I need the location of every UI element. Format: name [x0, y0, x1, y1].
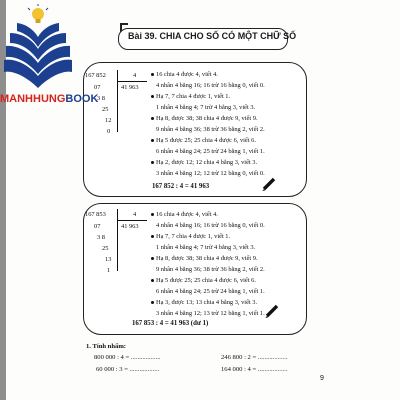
- example-1-result: 167 852 : 4 = 41 963: [152, 183, 210, 190]
- example-2-step: 16 chia 4 được 4, viết 4.: [156, 211, 218, 218]
- step-bullet: [151, 213, 154, 216]
- example-2-step: Hạ 8, được 38; 38 chia 4 được 9, viết 9.: [156, 255, 258, 262]
- example-1-quotient: 41 963: [121, 84, 139, 91]
- brand-name-part2: BOOK: [65, 93, 99, 105]
- division-horizontal-line: [117, 220, 147, 221]
- step-bullet: [151, 139, 154, 142]
- example-2-quotient: 41 963: [121, 223, 139, 230]
- example-1-step: 9 nhân 4 bằng 36; 38 trừ 36 bằng 2, viết 2.: [156, 126, 265, 133]
- brand-name-part1: MANHHUNG: [0, 93, 66, 105]
- exercise-item: 246 800 : 2 = ..................: [221, 354, 288, 361]
- example-2-partial: 25: [102, 245, 109, 252]
- step-bullet: [151, 161, 154, 164]
- example-2-dividend: 167 853: [85, 211, 106, 218]
- step-bullet: [151, 235, 154, 238]
- exercise-item: 164 000 : 4 = ..................: [221, 366, 288, 373]
- example-2-partial: 13: [105, 256, 112, 263]
- exercise-heading: 1. Tính nhẩm:: [86, 343, 127, 350]
- step-bullet: [151, 301, 154, 304]
- step-bullet: [151, 117, 154, 120]
- example-1-step: Hạ 8, được 38; 38 chia 4 được 9, viết 9.: [156, 115, 258, 122]
- example-2-step: 4 nhân 4 bằng 16; 16 trừ 16 bằng 0, viết 0.: [156, 222, 265, 229]
- pencil-icon: [259, 174, 279, 194]
- open-book-icon: [4, 23, 72, 88]
- division-horizontal-line: [117, 81, 147, 82]
- example-2-partial: 3 8: [97, 234, 105, 241]
- example-2-step: Hạ 3, được 13; 13 chia 4 bằng 3, viết 3.: [156, 299, 258, 306]
- book-logo: [0, 2, 78, 92]
- example-1-partial: 3 8: [97, 95, 105, 102]
- example-1-step: Hạ 5 được 25; 25 chia 4 được 6, viết 6.: [156, 137, 256, 144]
- example-2-step: 6 nhân 4 bằng 24; 25 trừ 24 bằng 1, viết 1.: [156, 288, 265, 295]
- exercise-item: 60 000 : 3 = ..................: [96, 366, 160, 373]
- step-bullet: [151, 73, 154, 76]
- example-2-step: 1 nhân 4 bằng 4; 7 trừ 4 bằng 3, viết 3.: [156, 244, 256, 251]
- example-1-step: 1 nhân 4 bằng 4; 7 trừ 4 bằng 3, viết 3.: [156, 104, 256, 111]
- example-1-step: 6 nhân 4 bằng 24; 25 trừ 24 bằng 1, viết 1.: [156, 148, 265, 155]
- example-2-step: 9 nhân 4 bằng 36; 38 trừ 36 bằng 2, viết 2.: [156, 266, 265, 273]
- pencil-icon: [262, 301, 282, 321]
- example-1-dividend: 167 852: [85, 72, 106, 79]
- step-bullet: [151, 95, 154, 98]
- example-2-partial: 1: [107, 267, 111, 274]
- example-2-partial: 07: [94, 223, 101, 230]
- step-bullet: [151, 257, 154, 260]
- example-1-partial: 12: [105, 117, 112, 124]
- example-2-step: Hạ 7, 7 chia 4 được 1, viết 1.: [156, 233, 231, 240]
- example-2-result: 167 853 : 4 = 41 963 (dư 1): [132, 320, 209, 327]
- step-bullet: [151, 279, 154, 282]
- example-1-step: 4 nhân 4 bằng 16; 16 trừ 16 bằng 0, viết 0.: [156, 82, 265, 89]
- example-1-partial: 0: [107, 128, 111, 135]
- page-number: 9: [320, 375, 324, 382]
- example-2-divisor: 4: [133, 211, 137, 218]
- division-vertical-line: [117, 209, 118, 271]
- example-2-step: Hạ 5 được 25; 25 chia 4 được 6, viết 6.: [156, 277, 256, 284]
- example-1-step: 3 nhân 4 bằng 12; 12 trừ 12 bằng 0, viết 0.: [156, 170, 265, 177]
- division-vertical-line: [117, 70, 118, 132]
- example-1-step: Hạ 7, 7 chia 4 được 1, viết 1.: [156, 93, 231, 100]
- exercise-item: 800 000 : 4 = ..................: [94, 354, 161, 361]
- example-1-step: Hạ 2, được 12; 12 chia 4 bằng 3, viết 3.: [156, 159, 258, 166]
- example-1-divisor: 4: [133, 72, 137, 79]
- lesson-title: Bài 39. CHIA CHO SỐ CÓ MỘT CHỮ SỐ: [128, 31, 297, 41]
- example-1-partial: 25: [102, 106, 109, 113]
- example-1-step: 16 chia 4 được 4, viết 4.: [156, 71, 218, 78]
- example-2-step: 3 nhân 4 bằng 12; 13 trừ 12 bằng 1, viết 1.: [156, 310, 265, 317]
- example-1-partial: 07: [94, 84, 101, 91]
- brand-wordmark: [0, 93, 98, 105]
- light-bulb-icon: [28, 4, 48, 23]
